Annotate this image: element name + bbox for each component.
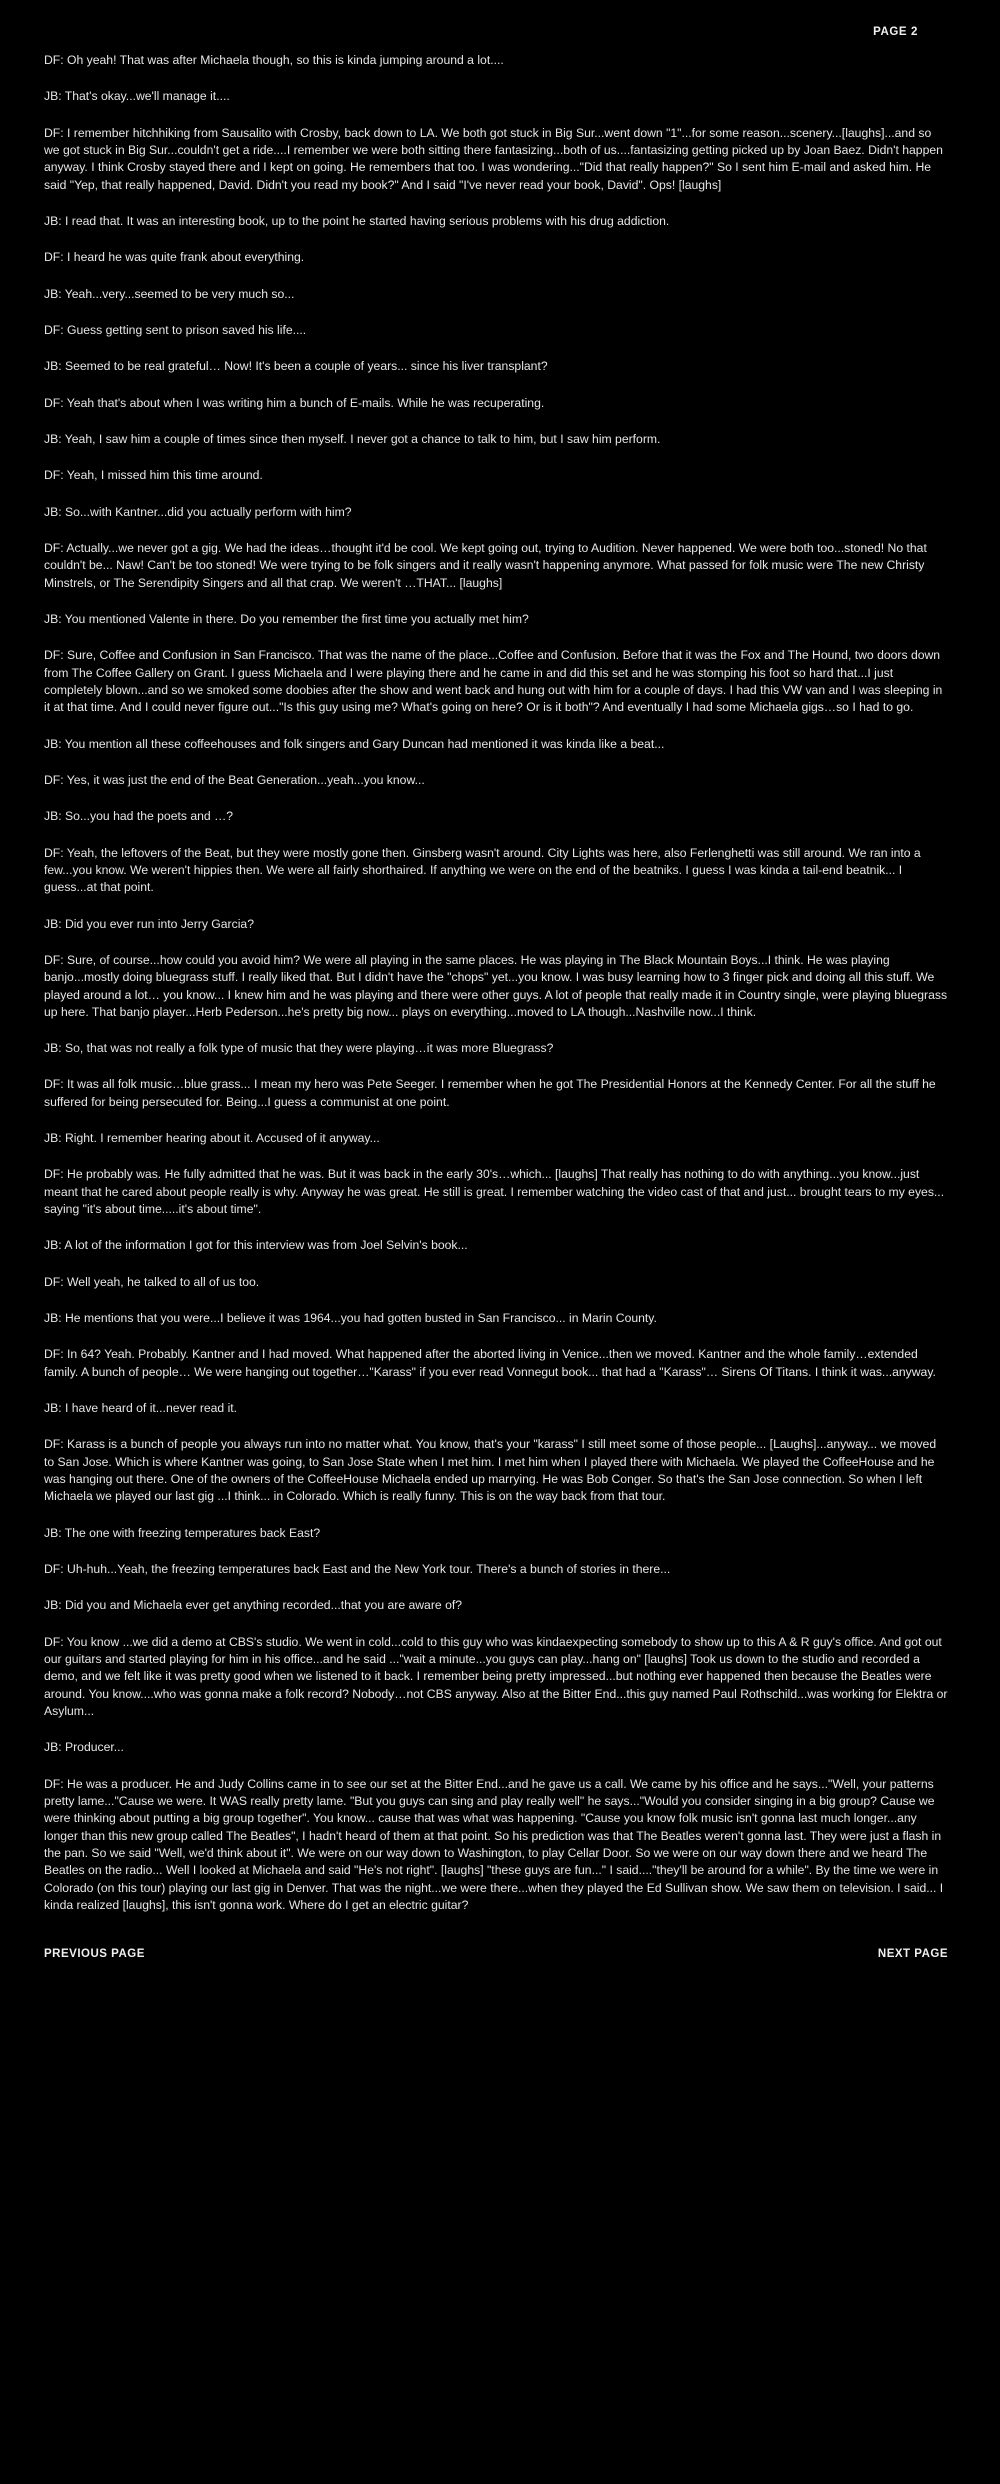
transcript-entry: JB: The one with freezing temperatures back East? xyxy=(44,1525,321,1540)
transcript-entry: DF: Uh-huh...Yeah, the freezing temperatures back East and the New York tour. There's a bunch of stories in there... xyxy=(44,1562,671,1577)
transcript-entry: JB: So...you had the poets and …? xyxy=(44,809,234,824)
transcript-entry: JB: Did you and Michaela ever get anything recorded...that you are aware of? xyxy=(44,1598,463,1613)
transcript-entry: JB: That's okay...we'll manage it.... xyxy=(44,89,230,104)
transcript-entry: JB: So...with Kantner...did you actually perform with him? xyxy=(44,504,352,519)
next-page-link[interactable]: NEXT PAGE xyxy=(877,1948,948,1961)
transcript-entry: DF: He was a producer. He and Judy Collins came in to see our set at the Bitter End...and he gave us a call. We came by his office and he says..."Well, your patterns pretty lame..."Cause we were. It WAS really pretty lame. "But you guys can sing and play really well" he says..."Would you consider singing in a big group? Cause we were thinking about putting a big group together". You know... cause that was what was happening. "Cause you know folk music isn't gonna last much longer...any longer than this new group called The Beatles", I hadn't heard of them at that point. So his prediction was that The Beatles weren't gonna last. They were just a flash in the pan. So we said "Well, we'd think about it". We were on our way down to Washington, to play Cellar Door. So we were on our way down there and we heard The Beatles on the radio... Well I looked at Michaela and said "He's not right". [laughs] "these guys are fun..." I said...."they'll be around for a while". By the time we were in Colorado (on this tour) playing our last gig in Denver. That was the night...we were there...when they played the Ed Sullivan show. We saw them on television. I said... I kinda realized [laughs], this isn't gonna work. Where do I get an electric guitar? xyxy=(44,1776,944,1912)
transcript-entry: JB: Yeah, I saw him a couple of times since then myself. I never got a chance to talk to him, but I saw him perform. xyxy=(44,431,661,446)
transcript-entry: DF: I heard he was quite frank about everything. xyxy=(44,250,305,265)
transcript-entry: JB: You mentioned Valente in there. Do you remember the first time you actually met him? xyxy=(44,611,529,626)
transcript-entry: DF: He probably was. He fully admitted that he was. But it was back in the early 30's…which... [laughs] That really has nothing to do with anything...you know...just meant that he cared about people really is why. Anyway he was great. He still is great. I remember watching the video cast of that and just... brought tears to my eyes... saying "it's about time.....it's about time". xyxy=(44,1167,945,1217)
transcript-entry: JB: I have heard of it...never read it. xyxy=(44,1401,238,1416)
transcript-entry: DF: It was all folk music…blue grass... I mean my hero was Pete Seeger. I remember when he got The Presidential Honors at the Kennedy Center. For all the stuff he suffered for being persecuted for. Being...I guess a communist at one point. xyxy=(44,1077,936,1109)
transcript-entry: DF: Karass is a bunch of people you always run into no matter what. You know, that's your "karass" I still meet some of those people... [Laughs]...anyway... we moved to San Jose. Which is where Kantner was going, to San Jose State when I met him. I met him when I played there with Michaela. We played the CoffeeHouse and he was hanging out there. One of the owners of the CoffeeHouse Michaela ended up marrying. He was Bob Conger. So that's the San Jose connection. So when I left Michaela we played our last gig ...I think... in Colorado. Which is really funny. This is on the way back from that tour. xyxy=(44,1437,937,1504)
page-number-label: PAGE 2 xyxy=(873,26,918,38)
transcript-entry: DF: Yeah, I missed him this time around. xyxy=(44,468,263,483)
transcript-entry: JB: Did you ever run into Jerry Garcia? xyxy=(44,916,254,931)
transcript-entry: DF: Sure, of course...how could you avoid him? We were all playing in the same places. He was playing in The Black Mountain Boys...I think. He was playing banjo...mostly doing bluegrass stuff. I really liked that. But I didn't have the "chops" yet...you know. I was busy learning how to 3 finger pick and doing all this stuff. We played around a lot… you know... I knew him and he was playing and there were other guys. A lot of people that really made it in Country single, were playing bluegrass up here. That banjo player...Herb Pederson...he's pretty big now... plays on everything...moved to LA though...Nashville now...I think. xyxy=(44,952,948,1019)
transcript-entry: DF: Yeah, the leftovers of the Beat, but they were mostly gone then. Ginsberg wasn't around. City Lights was here, also Ferlenghetti was still around. We ran into a few...you know. We weren't hippies then. We were all fairly shorthaired. If anything we were on the end of the beatniks. I guess I was kinda a tail-end beatnik... I guess...at that point. xyxy=(44,845,921,895)
transcript-entry: DF: I remember hitchhiking from Sausalito with Crosby, back down to LA. We both got stuck in Big Sur...went down "1"...for some reason...scenery...[laughs]...and so we got stuck in Big Sur...couldn't get a ride....I remember we were both sitting there fantasizing...both of us....fantasizing getting picked up by Joan Baez. Didn't happen anyway. I think Crosby stayed there and I kept on going. He remembers that too. I was wondering..."Did that really happen?" So I sent him E-mail and asked him. He said "Yep, that really happened, David. Didn't you read my book?" And I said "I've never read your book, David". Ops! [laughs] xyxy=(44,125,943,192)
transcript-entry: DF: Yeah that's about when I was writing him a bunch of E-mails. While he was recuperating. xyxy=(44,395,545,410)
transcript-entry: DF: Yes, it was just the end of the Beat Generation...yeah...you know... xyxy=(44,772,425,787)
previous-page-link[interactable]: PREVIOUS PAGE xyxy=(44,1948,145,1961)
transcript-entry: JB: Yeah...very...seemed to be very much so... xyxy=(44,286,295,301)
transcript-entry: DF: Actually...we never got a gig. We had the ideas…thought it'd be cool. We kept going out, trying to Audition. Never happened. We were both too...stoned! No that couldn't be... Naw! Can't be too stoned! We were trying to be folk singers and it really wasn't happening anymore. What passed for folk music were The new Christy Minstrels, or The Serendipity Singers and all that crap. We weren't …THAT... [laughs] xyxy=(44,540,927,590)
page-navigation xyxy=(42,1948,958,1960)
transcript-entry: JB: I read that. It was an interesting book, up to the point he started having serious problems with his drug addiction. xyxy=(44,213,670,228)
transcript-entry: DF: Sure, Coffee and Confusion in San Francisco. That was the name of the place...Coffee and Confusion. Before that it was the Fox and The Hound, two doors down from The Coffee Gallery on Grant. I guess Michaela and I were playing there and he came in and did this set and he was stomping his foot so hard that...I just completely blown...and so we smoked some doobies after the show and went back and hung out with him for a couple of days. I had this VW van and I was sleeping in it at that time. And I could never figure out..."Is this guy using me? What's going on here? Or is it both"? And eventually I had some Michaela gigs…so I had to go. xyxy=(44,648,943,715)
transcript-entry: JB: So, that was not really a folk type of music that they were playing…it was more Bluegrass? xyxy=(44,1041,554,1056)
transcript-entry: DF: Guess getting sent to prison saved his life.... xyxy=(44,322,307,337)
transcript-entry: DF: Well yeah, he talked to all of us too. xyxy=(44,1274,260,1289)
transcript-entry: JB: A lot of the information I got for this interview was from Joel Selvin's book... xyxy=(44,1238,468,1253)
transcript-entry: JB: He mentions that you were...I believe it was 1964...you had gotten busted in San Francisco... in Marin County. xyxy=(44,1311,657,1326)
transcript-entry: JB: Right. I remember hearing about it. Accused of it anyway... xyxy=(44,1131,380,1146)
transcript-entry: JB: You mention all these coffeehouses and folk singers and Gary Duncan had mentioned it was kinda like a beat... xyxy=(44,736,665,751)
interview-transcript xyxy=(42,52,958,1914)
transcript-entry: DF: You know ...we did a demo at CBS's studio. We went in cold...cold to this guy who was kindaexpecting somebody to show up to this A & R guy's office. And got out our guitars and started playing for him in his office...and he said ..."wait a minute...you guys can play...hang on" [laughs] Took us down to the studio and recorded a demo, and we felt like it was pretty good when we listened to it back. I remember being pretty impressed...but nothing ever happened then because the Beatles were around. You know....who was gonna make a folk record? Nobody…not CBS anyway. Also at the Bitter End...this guy named Paul Rothschild...was working for Elektra or Asylum... xyxy=(44,1634,948,1719)
transcript-entry: DF: In 64? Yeah. Probably. Kantner and I had moved. What happened after the aborted living in Venice...then we moved. Kantner and the whole family…extended family. A bunch of people… We were hanging out together…"Karass" if you ever read Vonnegut book... that had a "Karass"… Sirens Of Titans. I think it was...anyway. xyxy=(44,1347,936,1379)
transcript-entry: JB: Producer... xyxy=(44,1740,124,1755)
transcript-entry: DF: Oh yeah! That was after Michaela though, so this is kinda jumping around a lot.... xyxy=(44,53,504,67)
transcript-entry: JB: Seemed to be real grateful… Now! It's been a couple of years... since his liver transplant? xyxy=(44,359,548,374)
